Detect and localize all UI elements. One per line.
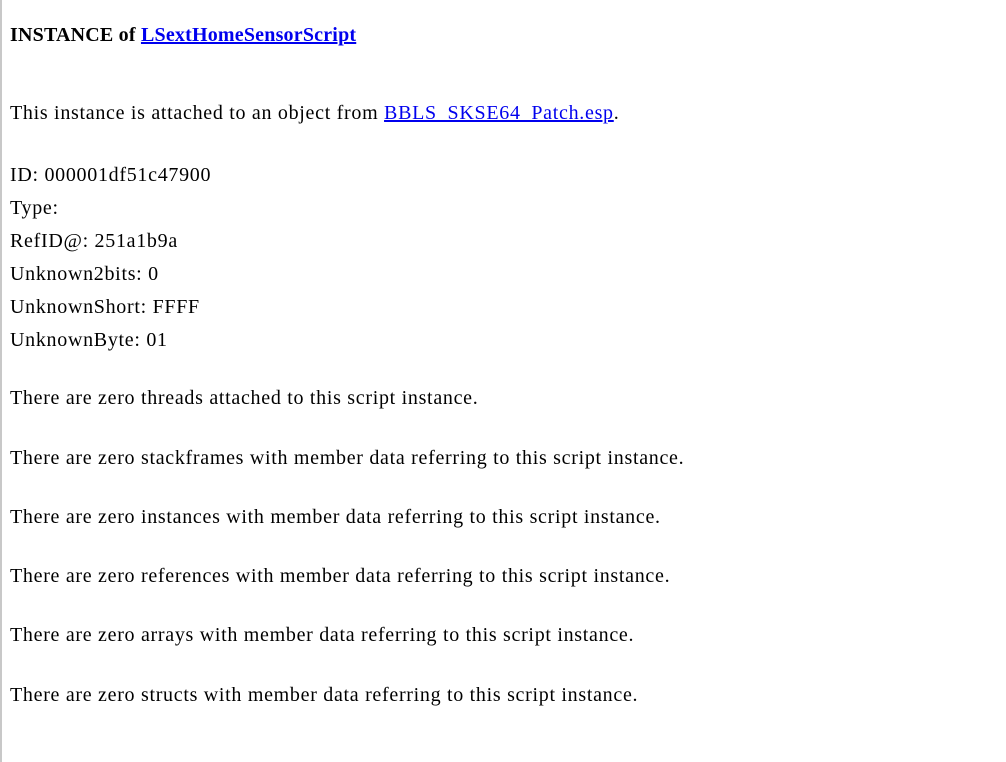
script-link[interactable]: LSextHomeSensorScript	[140, 24, 357, 46]
references-sentence: There are zero references with member data referring to this script instance.	[10, 565, 671, 587]
field-unknownbyte: UnknownByte: 01	[10, 329, 168, 351]
field-refid: RefID@: 251a1b9a	[10, 230, 178, 252]
stackframes-sentence: There are zero stackframes with member data referring to this script instance.	[10, 447, 685, 469]
title-prefix: INSTANCE of	[10, 24, 136, 46]
field-type: Type:	[10, 197, 59, 219]
plugin-link[interactable]: BBLS_SKSE64_Patch.esp	[384, 102, 614, 124]
field-list	[10, 162, 211, 360]
attached-text: This instance is attached to an object from	[10, 102, 379, 124]
field-id: ID: 000001df51c47900	[10, 164, 212, 186]
attached-info	[10, 102, 619, 125]
page-title	[10, 24, 356, 47]
left-border	[0, 0, 2, 762]
threads-sentence: There are zero threads attached to this script instance.	[10, 387, 479, 409]
field-unknown2bits: Unknown2bits: 0	[10, 263, 159, 285]
arrays-sentence: There are zero arrays with member data referring to this script instance.	[10, 624, 635, 646]
instances-sentence: There are zero instances with member data referring to this script instance.	[10, 506, 661, 528]
field-unknownshort: UnknownShort: FFFF	[10, 296, 200, 318]
attached-suffix: .	[613, 102, 620, 124]
structs-sentence: There are zero structs with member data referring to this script instance.	[10, 684, 639, 706]
